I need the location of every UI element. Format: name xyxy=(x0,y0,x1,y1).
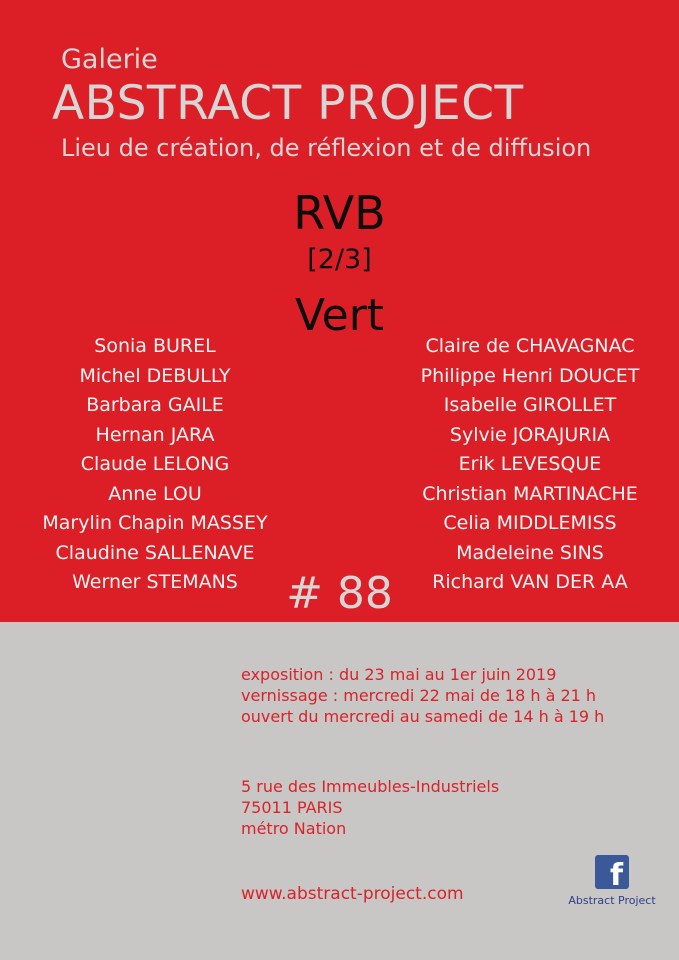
artist-name: Michel DEBULLY xyxy=(79,364,231,387)
artist-name: Sylvie JORAJURIA xyxy=(449,423,611,446)
address-street: 5 rue des Immeubles-Industriels xyxy=(241,777,500,796)
exhibition-subtitle: Vert xyxy=(294,290,385,341)
artist-name: Richard VAN DER AA xyxy=(432,571,628,593)
artist-name: Werner STEMANS xyxy=(72,571,238,593)
issue-number: # 88 xyxy=(286,568,393,619)
galerie-label: Galerie xyxy=(61,44,158,75)
facebook-icon[interactable]: f xyxy=(595,855,629,889)
address-city: 75011 PARIS xyxy=(241,798,343,817)
exhibition-part: [2/3] xyxy=(307,244,372,275)
artist-name: Isabelle GIROLLET xyxy=(443,394,617,416)
opening-reception: vernissage : mercredi 22 mai de 18 h à 21 h xyxy=(241,686,597,705)
gallery-address xyxy=(241,776,499,839)
artist-name: Marylin Chapin MASSEY xyxy=(42,512,268,534)
facebook-label: Abstract Project xyxy=(568,894,656,907)
artist-name: Christian MARTINACHE xyxy=(422,482,638,505)
opening-hours: ouvert du mercredi au samedi de 14 h à 19 h xyxy=(241,707,605,726)
artist-name: Claude LELONG xyxy=(80,453,230,475)
artist-name: Sonia BUREL xyxy=(94,335,216,357)
facebook-link[interactable] xyxy=(566,855,658,907)
exhibition-title: RVB xyxy=(293,186,386,240)
artist-name: Madeleine SINS xyxy=(456,541,604,564)
exhibition-dates: exposition : du 23 mai au 1er juin 2019 xyxy=(241,665,557,684)
artist-name: Barbara GAILE xyxy=(86,394,224,416)
artist-name: Erik LEVESQUE xyxy=(458,453,602,475)
artist-name: Claire de CHAVAGNAC xyxy=(425,335,635,357)
gallery-tagline: Lieu de création, de réflexion et de diffusion xyxy=(61,134,592,162)
address-metro: métro Nation xyxy=(241,819,347,838)
website-link[interactable]: www.abstract-project.com xyxy=(241,884,464,904)
exhibition-info xyxy=(241,664,604,727)
artist-name: Celia MIDDLEMISS xyxy=(443,512,617,534)
artist-name: Hernan JARA xyxy=(95,423,215,446)
artists-left-column xyxy=(33,332,277,598)
artists-right-column xyxy=(410,332,650,598)
artist-name: Philippe Henri DOUCET xyxy=(420,364,640,387)
artist-name: Anne LOU xyxy=(108,482,202,505)
gallery-name: ABSTRACT PROJECT xyxy=(52,76,524,131)
artist-name: Claudine SALLENAVE xyxy=(55,541,255,564)
